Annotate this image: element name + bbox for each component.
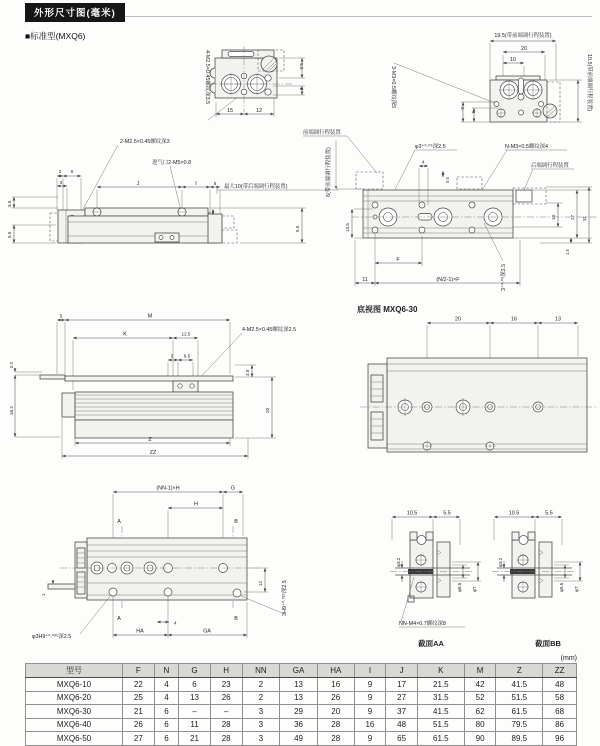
value-cell: 6 <box>179 678 211 692</box>
value-cell: 26 <box>210 691 242 705</box>
table-body <box>26 678 577 746</box>
section-caption-aa: 截面AA <box>418 639 444 648</box>
value-cell: 49 <box>280 732 318 746</box>
value-cell: 26 <box>123 718 155 732</box>
dim-label: 4 <box>471 111 476 114</box>
value-cell: 13 <box>280 678 318 692</box>
dimension-table <box>25 663 577 746</box>
dim-label: J <box>136 181 140 187</box>
table-header-cell: F <box>123 664 155 678</box>
callout-label: 后端调行程装置 <box>531 163 569 169</box>
dim-label: 12.5 <box>181 331 191 337</box>
table-header-cell: ZZ <box>543 664 577 678</box>
value-cell: 51.5 <box>417 718 464 732</box>
dim-label: Z <box>148 437 152 443</box>
unit-note: (mm) <box>560 655 577 662</box>
dim-label: HA <box>136 628 144 635</box>
dim-label: K <box>123 331 127 338</box>
dim-label: 13 <box>555 316 561 323</box>
table-header-cell: NN <box>242 664 280 678</box>
value-cell: 3 <box>242 705 280 719</box>
dim-label: 3.5 <box>7 200 12 207</box>
dim-label: 15 <box>227 108 233 114</box>
value-cell: 61.5 <box>417 732 464 746</box>
dim-label: G <box>230 485 236 492</box>
dim-label: 6 <box>213 181 217 186</box>
view-title: 底视图 MXQ6-30 <box>357 305 418 314</box>
drawing-plan-view <box>303 128 598 291</box>
dim-label: 5.5 <box>7 231 12 238</box>
dim-label: 5 <box>59 313 63 319</box>
dim-label: 1.5 <box>565 249 570 255</box>
value-cell: 9 <box>354 678 386 692</box>
thread-callout: 4-M2.5×0.45螺纹深3.5 <box>204 50 210 105</box>
table-row <box>26 705 577 719</box>
dim-label: φ3.2 <box>396 557 401 567</box>
drawing-end-view <box>390 31 594 122</box>
value-cell: 28 <box>317 718 354 732</box>
thread-callout: N-M3×0.5螺纹深4 <box>505 144 548 150</box>
callout-label: 19.5(带前端调行程装置) <box>494 33 552 39</box>
value-cell: 22 <box>123 678 155 692</box>
dim-label: F <box>396 257 400 263</box>
thread-callout: 2-M2.5×0.45螺纹深3 <box>120 139 170 145</box>
value-cell: 6 <box>154 732 179 746</box>
value-cell: 16 <box>354 718 386 732</box>
value-cell: 21.5 <box>417 678 464 692</box>
dim-label: 13.5 <box>345 223 350 232</box>
dim-label: (NN-1)×H <box>156 485 180 492</box>
model-cell: MXQ6-20 <box>26 691 123 705</box>
value-cell: 16 <box>317 678 354 692</box>
thread-callout: NN-M4×0.7螺纹深8 <box>399 621 446 627</box>
dim-label: 18.2 <box>9 406 14 415</box>
value-cell: 11 <box>179 718 211 732</box>
value-cell: 62 <box>464 705 496 719</box>
dim-label: 1 <box>41 593 46 596</box>
dim-label: 5.5 <box>443 510 451 517</box>
dim-label: 5.5 <box>545 510 553 517</box>
dim-label: GA <box>203 628 211 635</box>
table-header-cell: H <box>210 664 242 678</box>
table-header-cell: M <box>464 664 496 678</box>
value-cell: 61.5 <box>496 705 543 719</box>
value-cell: 52 <box>464 691 496 705</box>
value-cell: 37 <box>386 705 418 719</box>
model-cell: MXQ6-10 <box>26 678 123 692</box>
table-row <box>26 691 577 705</box>
thread-callout: 4-M2.5×0.45螺纹深2.5 <box>242 327 297 333</box>
table-row <box>26 678 577 692</box>
value-cell: 58 <box>543 691 577 705</box>
value-cell: – <box>210 705 242 719</box>
callout-label: 3H9⁺⁰·⁰²⁵深2.5 <box>282 580 288 616</box>
value-cell: 41.5 <box>417 705 464 719</box>
thread-callout: 3-M3×0.5螺纹深5 <box>390 66 396 109</box>
drawing-bottom-holes-view <box>32 486 288 641</box>
table-header-cell: N <box>154 664 179 678</box>
dim-label: 3 <box>59 180 63 185</box>
section-mark-a: A <box>117 519 121 525</box>
value-cell: 96 <box>543 732 577 746</box>
drawing-side-elevation <box>9 314 296 460</box>
dim-label: M <box>147 313 153 320</box>
dim-label: 14 <box>551 214 556 220</box>
dim-label: (N/2-1)×F <box>436 277 460 283</box>
value-cell: 89.5 <box>496 732 543 746</box>
table-header-row <box>26 664 577 678</box>
dim-label: 0.5 <box>445 177 450 183</box>
dim-label: 11 <box>362 277 368 283</box>
callout-label: φ3⁺⁰·⁰⁵深2.5 <box>415 144 446 150</box>
table-header-cell: J <box>386 664 418 678</box>
value-cell: 79.5 <box>496 718 543 732</box>
table-head <box>26 664 577 678</box>
value-cell: 36 <box>280 718 318 732</box>
dim-label: 12 <box>258 580 263 586</box>
value-cell: 6 <box>154 705 179 719</box>
table-row <box>26 718 577 732</box>
value-cell: 9 <box>354 732 386 746</box>
section-mark-a: A <box>117 616 121 622</box>
dim-label: φ7 <box>472 586 477 592</box>
table-row <box>26 732 577 746</box>
dim-label: 10.5 <box>508 510 520 517</box>
table-header-cell: GA <box>280 664 318 678</box>
value-cell: 27 <box>123 732 155 746</box>
dim-label: 4 <box>174 620 177 626</box>
dim-label: H <box>194 501 198 508</box>
dim-label: 2 <box>58 169 62 174</box>
value-cell: 90 <box>464 732 496 746</box>
value-cell: 26 <box>317 691 354 705</box>
dim-label: 10 <box>510 57 516 63</box>
dim-label: I <box>195 181 197 187</box>
model-cell: MXQ6-40 <box>26 718 123 732</box>
dim-label: 6 <box>460 107 465 110</box>
value-cell: 27 <box>386 691 418 705</box>
value-cell: 68 <box>543 705 577 719</box>
dim-label: 10.5 <box>406 510 418 517</box>
dim-label: 4 <box>421 159 425 165</box>
value-cell: 51.5 <box>496 691 543 705</box>
dim-label: 7 <box>207 211 212 214</box>
value-cell: 28 <box>317 732 354 746</box>
value-cell: 41.5 <box>496 678 543 692</box>
drawing-sections <box>390 511 583 649</box>
dim-label: 16 <box>511 316 517 323</box>
callout-label: φ3H9⁺⁰·⁰²⁵深2.5 <box>32 634 72 640</box>
dim-label: 5.5 <box>299 63 304 70</box>
page-title: 外形尺寸图(毫米) <box>25 3 125 22</box>
dim-label: φ7 <box>574 586 579 592</box>
model-cell: MXQ6-30 <box>26 705 123 719</box>
callout-label: 6(带前端调行程装置) <box>326 147 332 197</box>
section-caption-bb: 截面BB <box>535 639 561 648</box>
value-cell: 4 <box>154 678 179 692</box>
value-cell: 17 <box>386 678 418 692</box>
value-cell: 13 <box>280 691 318 705</box>
drawing-bottom-view-mxq630 <box>357 304 598 452</box>
dim-label: 6.5 <box>183 353 191 359</box>
table-header-cell: K <box>417 664 464 678</box>
dim-label: 6 <box>70 169 74 174</box>
value-cell: 31.5 <box>417 691 464 705</box>
value-cell: 3 <box>242 732 280 746</box>
value-cell: 65 <box>386 732 418 746</box>
table-header-cell: G <box>179 664 211 678</box>
value-cell: 9 <box>354 691 386 705</box>
table-header-cell: 型号 <box>26 664 123 678</box>
dim-label: 0.3 <box>9 362 14 368</box>
section-mark-b: B <box>234 616 238 622</box>
drawing-top-plan-view <box>204 46 305 120</box>
dim-label: 27 <box>570 214 575 220</box>
value-cell: 80 <box>464 718 496 732</box>
dim-label: 3 <box>299 87 304 91</box>
value-cell: 25 <box>123 691 155 705</box>
dim-label: 20 <box>455 316 461 323</box>
dim-label: 5.5 <box>295 225 300 232</box>
value-cell: 9 <box>354 705 386 719</box>
value-cell: 21 <box>179 732 211 746</box>
port-callout: 进气口2-M5×0.8 <box>152 160 192 166</box>
dim-label: φ5.5 <box>559 582 564 592</box>
dim-label: 31 <box>582 215 587 221</box>
value-cell: 6 <box>154 718 179 732</box>
value-cell: 2 <box>242 678 280 692</box>
dimension-table-section <box>25 655 577 746</box>
value-cell: 29 <box>280 705 318 719</box>
callout-label: 3⁺⁰·⁰⁵深2.5 <box>501 263 507 291</box>
value-cell: 42 <box>464 678 496 692</box>
value-cell: 20 <box>317 705 354 719</box>
table-header-cell: I <box>354 664 386 678</box>
dim-label: 20 <box>265 407 270 413</box>
value-cell: 48 <box>543 678 577 692</box>
value-cell: 48 <box>386 718 418 732</box>
dim-label: ZZ <box>149 450 157 456</box>
dim-label: φ6.5 <box>457 582 462 592</box>
value-cell: 28 <box>210 718 242 732</box>
dim-label: φ3.2 <box>498 557 503 567</box>
callout-label: 前端调行程装置 <box>303 130 341 136</box>
value-cell: 28 <box>210 732 242 746</box>
value-cell: 13 <box>179 691 211 705</box>
section-mark-b: B <box>234 519 238 525</box>
value-cell: – <box>179 705 211 719</box>
dim-label: 20 <box>521 46 527 52</box>
value-cell: 23 <box>210 678 242 692</box>
value-cell: 2 <box>242 691 280 705</box>
dim-label: 3.5 <box>245 369 250 376</box>
callout-label: 最大10(带后端调行程装置) <box>224 184 288 190</box>
callout-label: 10.5(带前端调行程装置) <box>586 54 592 112</box>
value-cell: 86 <box>543 718 577 732</box>
value-cell: 3 <box>242 718 280 732</box>
value-cell: 21 <box>123 705 155 719</box>
dim-label: 3 <box>170 353 174 359</box>
section-subtitle: ■标准型(MXQ6) <box>25 31 86 41</box>
table-header-cell: Z <box>496 664 543 678</box>
model-cell: MXQ6-50 <box>26 732 123 746</box>
value-cell: 4 <box>154 691 179 705</box>
dim-label: 12 <box>256 108 262 114</box>
drawing-side-view <box>7 137 338 243</box>
table-header-cell: HA <box>317 664 354 678</box>
